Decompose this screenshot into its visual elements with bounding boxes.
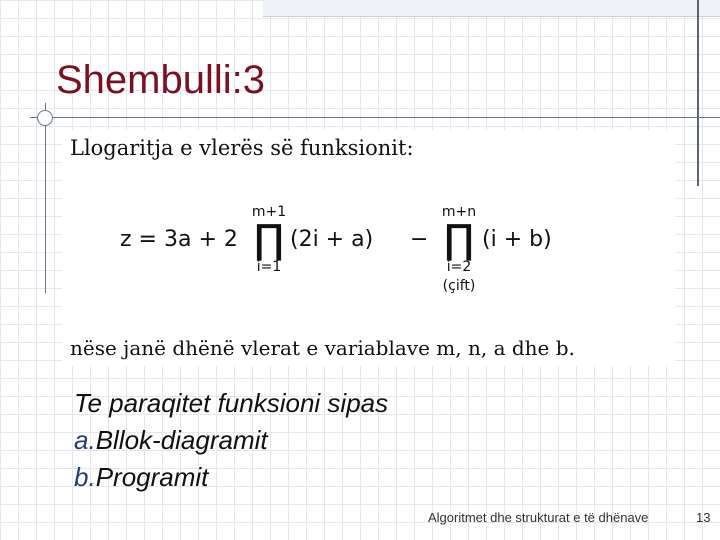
task-list xyxy=(74,385,388,496)
prod1-body: (2i + a) xyxy=(290,227,374,252)
prod2-body: (i + b) xyxy=(482,227,552,252)
task-item-b xyxy=(74,459,388,496)
task-item-label: Bllok-diagramit xyxy=(95,425,268,455)
title-underline-rule xyxy=(30,117,720,118)
formula-footer-text: nëse janë dhënë vlerat e variablave m, n, a dhe b. xyxy=(70,336,575,360)
task-item-marker: a. xyxy=(74,425,96,455)
task-item-label: Programit xyxy=(95,462,209,492)
slide-title: Shembulli:3 xyxy=(56,58,266,102)
prod2-condition: (çift) xyxy=(442,278,476,294)
footer-course-title: Algoritmet dhe strukturat e të dhënave xyxy=(428,510,649,525)
page-number: 13 xyxy=(696,510,711,525)
formula-lhs: z = 3a + 2 xyxy=(120,227,238,252)
formula-equation xyxy=(62,130,675,366)
prod2-upper-limit: m+n xyxy=(441,204,477,220)
formula-heading: Llogaritja e vlerës së funksionit: xyxy=(70,136,414,160)
left-decorative-rule xyxy=(45,103,46,293)
crosshair-ornament xyxy=(37,110,53,126)
formula-image xyxy=(62,130,675,366)
formula-minus: − xyxy=(410,227,429,252)
top-decorative-band xyxy=(263,0,720,17)
right-decorative-rule xyxy=(697,0,699,186)
prod2-lower-limit: i=2 xyxy=(446,259,472,275)
task-intro: Te paraqitet funksioni sipas xyxy=(74,388,389,418)
task-item-marker: b. xyxy=(74,462,96,492)
prod1-upper-limit: m+1 xyxy=(251,204,287,220)
prod1-lower-limit: i=1 xyxy=(256,259,282,275)
product-symbol-icon: ∏ xyxy=(443,217,475,263)
task-item-a xyxy=(74,422,388,459)
product-symbol-icon: ∏ xyxy=(253,217,285,263)
